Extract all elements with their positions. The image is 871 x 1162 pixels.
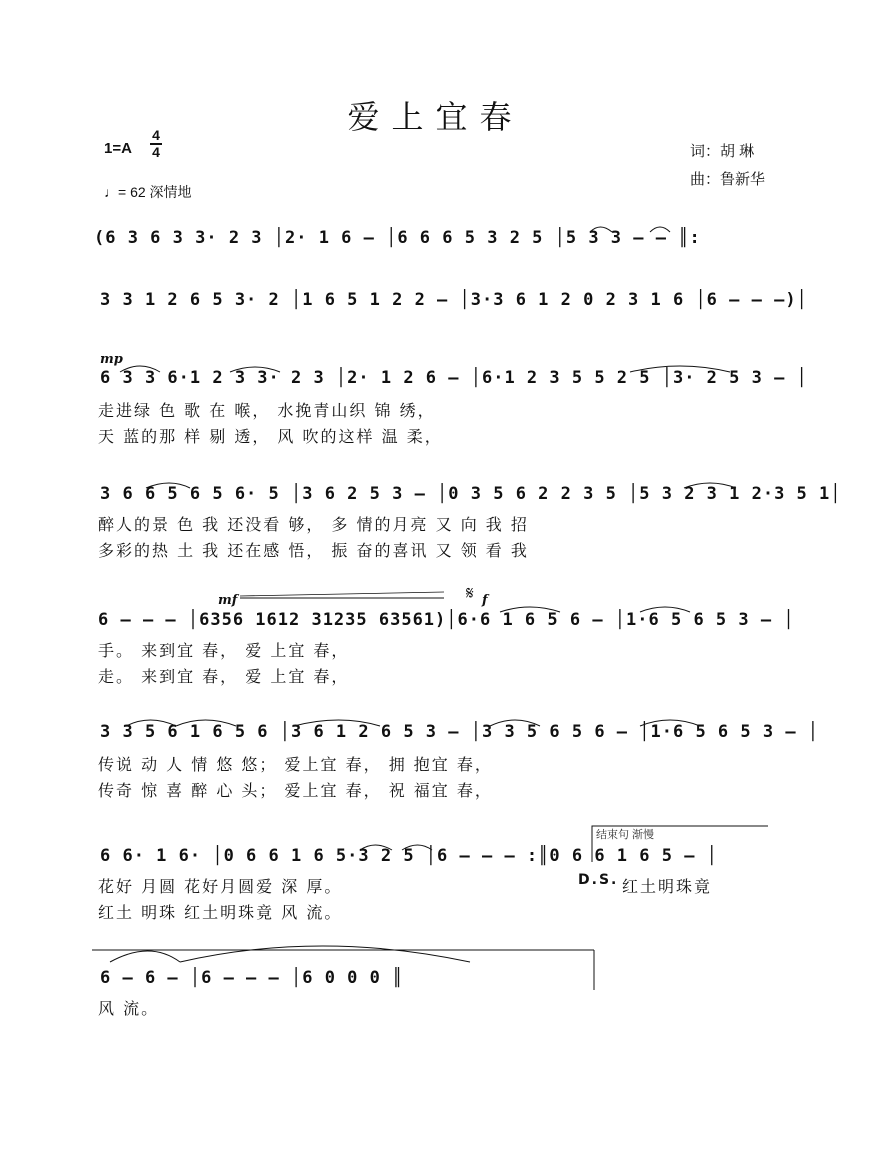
lyrics-row-5-verse-2: 走。 来到宜 春， 爱 上宜 春， [98,667,350,686]
ending-lyrics: 红土明珠竟 [622,877,713,896]
lyrics-row-6-verse-1: 传说 动 人 情 悠 悠； 爱上宜 春， 拥 抱宜 春， [98,755,493,774]
lyrics-row-5-verse-1: 手。 来到宜 春， 爱 上宜 春， [98,641,350,660]
lyrics-row-4-verse-2: 多彩的热 土 我 还在感 悟， 振 奋的喜讯 又 领 看 我 [98,541,529,560]
dynamic-mp: mp [100,352,123,367]
ending-label: 结束句 渐慢 [596,829,655,841]
page-title: 爱上宜春 [347,98,524,136]
composer-credit: 曲：鲁新华 [690,171,766,188]
tempo-marking: ♩= 62 深情地 [104,184,192,200]
score-row-4: 3 6 6 5 6 5 6· 5 │3 6 2 5 3 – │0 3 5 6 2 2 3 5 │5 3 2 3 1 2·3 5 1│ [100,484,842,504]
lyrics-row-8: 风 流。 [98,999,160,1018]
time-bottom: 4 [152,144,160,160]
dynamic-f: f [482,593,488,608]
lyrics-row-6-verse-2: 传奇 惊 喜 醉 心 头； 爱上宜 春， 祝 福宜 春， [98,781,493,800]
score-row-1: (6 3 6 3 3· 2 3 │2· 1 6 – │6 6 6 5 3 2 5 │5 3 3 – – ║: [94,228,701,248]
score-row-8: 6 – 6 – │6 – – – │6 0 0 0 ║ [100,968,404,988]
lyrics-row-3-verse-2: 天 蓝的那 样 剔 透， 风 吹的这样 温 柔， [98,427,443,446]
time-top: 4 [152,127,160,143]
lyrics-row-3-verse-1: 走进绿 色 歌 在 喉， 水挽青山织 锦 绣， [98,401,436,420]
ds-marking: D.S. [578,872,619,888]
lyrics-row-4-verse-1: 醉人的景 色 我 还没看 够， 多 情的月亮 又 向 我 招 [98,515,529,534]
score-row-7: 6 6· 1 6· │0 6 6 1 6 5·3 2 5 │6 – – – :║0 6 6 1 6 5 – │ [100,846,718,866]
lyrics-row-7-verse-1: 花好 月圆 花好月圆爱 深 厚。 [98,877,343,896]
lyrics-row-7-verse-2: 红土 明珠 红土明珠竟 风 流。 [98,903,343,922]
score-row-5: 6 – – – │6356 1612 31235 63561)│6·6 1 6 5 6 – │1·6 5 6 5 3 – │ [98,610,795,630]
dynamic-mf: mf [218,593,238,608]
segno-sign: 𝄋 [466,583,474,603]
lyricist-credit: 词：胡 琳 [690,143,755,160]
score-row-6: 3 3 5 6 1 6 5 6 │3 6 1 2 6 5 3 – │3 3 5 6 5 6 – │1·6 5 6 5 3 – │ [100,722,820,742]
score-row-2: 3 3 1 2 6 5 3· 2 │1 6 5 1 2 2 – │3·3 6 1 2 0 2 3 1 6 │6 – – –)│ [100,290,808,310]
key-signature: 1=A [104,140,132,157]
score-row-3: 6 3 3 6·1 2 3 3· 2 3 │2· 1 2 6 – │6·1 2 3 5 5 2 5 │3· 2 5 3 – │ [100,368,808,388]
